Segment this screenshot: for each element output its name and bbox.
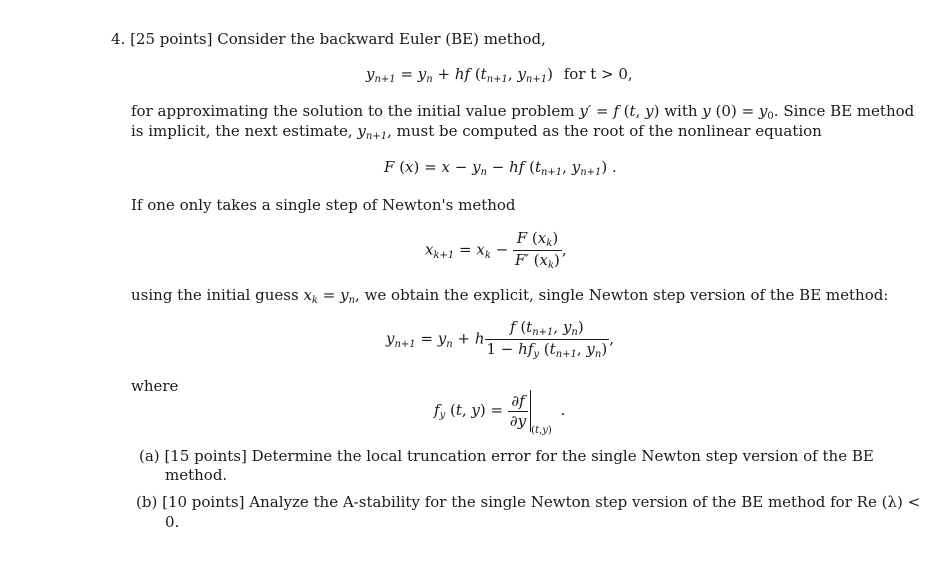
be-equation: $y_{n+1} = y_n$ + hf ($t_{n+1}$, $y_{n+1}$) for t > 0, [366,65,633,85]
problem-header [111,30,546,48]
part-a-points: [15 points] [164,447,247,465]
problem-points: [25 points] [130,30,213,48]
where-label: where [131,377,179,395]
part-b-label: (b) [136,493,158,511]
part-a-label: (a) [139,447,160,465]
newton-intro: If one only takes a single step of Newton's method [131,196,516,214]
newton-be-equation: $y_{n+1} = y_n + h$ $\frac{f (t_{n+1}, y_n)}{1 - hf_y (t_{n+1}, y_n)}$ , [386,318,614,360]
problem-intro: Consider the backward Euler (BE) method, [217,30,546,48]
paragraph-1-line-1: for approximating the solution to the initial value problem y′ = f (t, y) with y $(0) = y_0$. Since BE method [131,102,915,122]
problem-number: 4. [111,30,126,48]
be-condition: for t > 0, [563,65,633,83]
part-b-line-1 [136,493,920,511]
part-a-text: Determine the local truncation error for the single Newton step version of the BE [251,447,874,465]
paragraph-1-line-2: is implicit, the next estimate, $y_{n+1}$, must be computed as the root of the nonlinear equation [131,122,822,142]
nonlinear-equation: F $(x) = x - y_n$ − hf ($t_{n+1}$, $y_{n+1}$) . [384,158,617,178]
part-a-line-1 [139,447,874,465]
newton-equation: $x_{k+1} = x_k$ − $\frac{F (x_k)}{F' (x_k)}$ , [425,229,567,271]
part-b-line-2: 0. [165,513,180,531]
initial-guess-line: using the initial guess $x_k = y_n$, we obtain the explicit, single Newton step version of the BE method: [131,286,889,306]
part-b-text: Analyze the A-stability for the single Newton step version of the BE method for Re (λ) < [249,493,921,511]
partial-derivative-equation: $f_y$ (t, y) = $\frac{\partial f}{\partial y}$ $_{(t,y)}$ . [434,391,566,436]
part-a-line-2: method. [165,466,228,484]
part-b-points: [10 points] [162,493,245,511]
